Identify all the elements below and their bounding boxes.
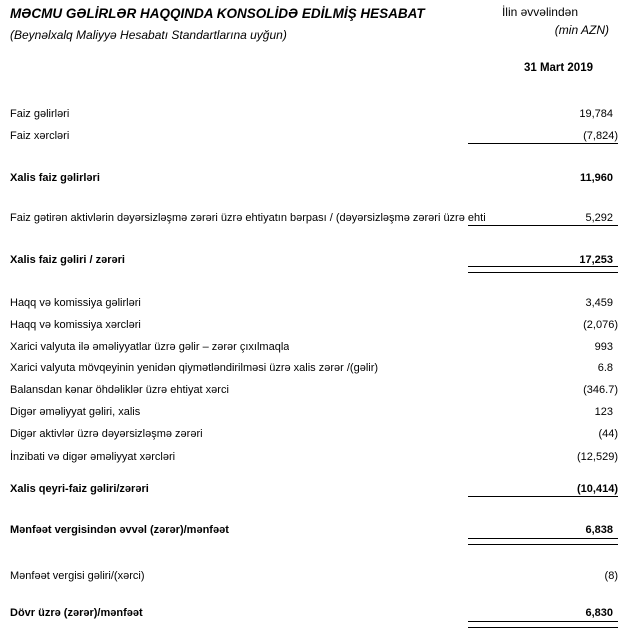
table-row-net-interest-income <box>10 171 620 186</box>
row-value: (12,529) <box>577 451 618 463</box>
table-row-other-operating-income <box>10 405 620 420</box>
row-label: Mənfəət vergisindən əvvəl (zərər)/mənfəət <box>10 524 229 536</box>
total-rule <box>468 538 618 545</box>
table-row-off-balance-provision <box>10 383 620 398</box>
row-value: 5,292 <box>585 212 613 224</box>
row-value: (10,414) <box>577 483 618 495</box>
row-label: İnzibati və digər əməliyyat xərcləri <box>10 451 176 463</box>
table-row-admin-expenses <box>10 450 620 465</box>
row-label: Digər əməliyyat gəliri, xalis <box>10 406 141 418</box>
total-rule <box>468 621 618 628</box>
row-value: 993 <box>594 341 613 353</box>
table-row-fee-income <box>10 296 620 311</box>
table-row-other-assets-impairment <box>10 427 620 442</box>
table-row-fx-revaluation <box>10 361 620 376</box>
row-label: Xarici valyuta ilə əməliyyatlar üzrə gəlir – zərər çıxılmaqla <box>10 341 290 353</box>
table-row-income-tax <box>10 569 620 584</box>
table-row-profit-for-period <box>10 606 620 621</box>
statement-subtitle: (Beynəlxalq Maliyyə Hesabatı Standartlarına uyğun) <box>10 28 287 42</box>
table-row-fee-expense <box>10 318 620 333</box>
table-row-profit-before-tax <box>10 523 620 538</box>
row-label: Faiz gəlirləri <box>10 108 70 120</box>
row-label: Mənfəət vergisi gəliri/(xərci) <box>10 570 145 582</box>
row-value: 19,784 <box>579 108 613 120</box>
row-value: 123 <box>594 406 613 418</box>
statement-title: MƏCMU GƏLİRLƏR HAQQINDA KONSOLİDƏ EDİLMİŞ HESABAT <box>10 6 425 21</box>
period-label: İlin əvvəlindən <box>501 5 578 19</box>
row-label: Digər aktivlər üzrə dəyərsizləşmə zərəri <box>10 428 203 440</box>
row-label: Faiz xərcləri <box>10 130 70 142</box>
subtotal-rule <box>468 143 618 144</box>
row-value: (8) <box>604 570 618 582</box>
row-value: 3,459 <box>585 297 613 309</box>
row-label: Dövr üzrə (zərər)/mənfəət <box>10 607 143 619</box>
row-value: (2,076) <box>583 319 618 331</box>
row-value: 6,838 <box>585 524 613 536</box>
row-label: Xarici valyuta mövqeyinin yenidən qiymətləndirilməsi üzrə xalis zərər /(gəlir) <box>10 362 379 374</box>
total-rule <box>468 266 618 273</box>
currency-units-label: (min AZN) <box>554 23 609 37</box>
table-row-interest-income <box>10 107 620 122</box>
row-value: (44) <box>598 428 618 440</box>
row-value: 6,830 <box>585 607 613 619</box>
table-row-fx-operations <box>10 340 620 355</box>
row-label: Haqq və komissiya xərcləri <box>10 319 141 331</box>
column-header-date: 31 Mart 2019 <box>523 62 593 74</box>
row-label: Faiz gətirən aktivlərin dəyərsizləşmə zərəri üzrə ehtiyatın bərpası / (dəyərsizləşmə zərəri üzrə ehti <box>10 212 486 224</box>
row-label: Xalis faiz gəliri / zərəri <box>10 254 125 266</box>
row-label: Balansdan kənar öhdəliklər üzrə ehtiyat xərci <box>10 384 229 396</box>
row-value: (346.7) <box>583 384 618 396</box>
row-value: 17,253 <box>579 254 613 266</box>
row-value: 11,960 <box>579 172 613 184</box>
table-row-net-non-interest-income <box>10 482 620 497</box>
row-label: Haqq və komissiya gəlirləri <box>10 297 141 309</box>
table-row-impairment-provision <box>10 211 620 226</box>
row-label: Xalis faiz gəlirləri <box>10 172 100 184</box>
table-row-interest-expense <box>10 129 620 144</box>
subtotal-rule <box>468 496 618 497</box>
row-value: 6.8 <box>597 362 613 374</box>
row-label: Xalis qeyri-faiz gəliri/zərəri <box>10 483 149 495</box>
row-value: (7,824) <box>583 130 618 142</box>
subtotal-rule <box>468 225 618 226</box>
